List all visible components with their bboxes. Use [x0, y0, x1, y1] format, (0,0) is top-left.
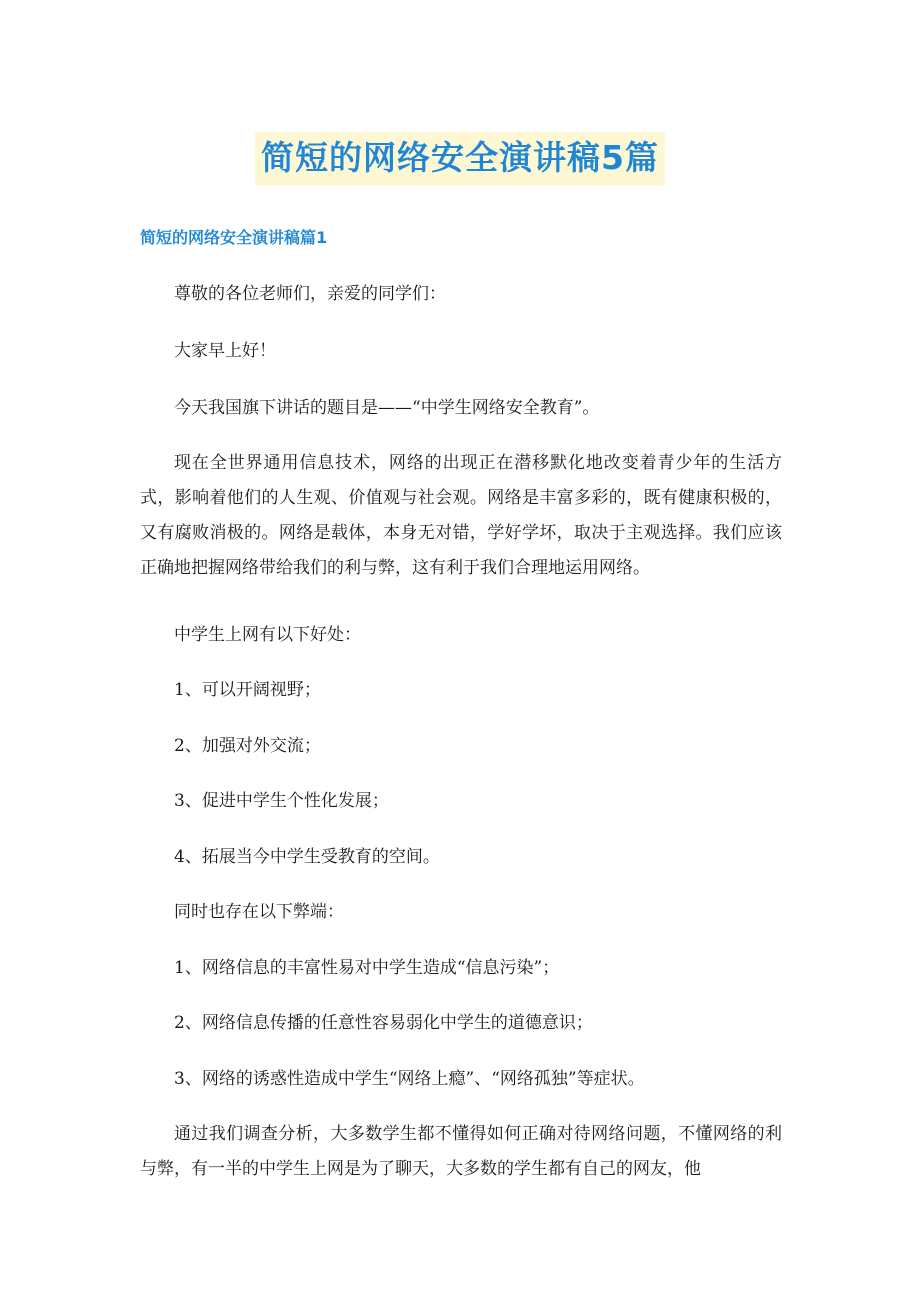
paragraph-greeting: 大家早上好！ [174, 341, 276, 361]
document-title: 简短的网络安全演讲稿5篇 [255, 132, 665, 186]
title-container [0, 132, 920, 186]
paragraph-greeting-recipients: 尊敬的各位老师们，亲爱的同学们： [174, 284, 446, 304]
paragraph-survey: 通过我们调查分析，大多数学生都不懂得如何正确对待网络问题，不懂网络的利与弊，有一半的中学生上网是为了聊天，大多数的学生都有自己的网友，他 [140, 1124, 782, 1179]
list-item-drawback-3: 3、网络的诱惑性造成中学生“网络上瘾”、“网络孤独”等症状。 [174, 1069, 645, 1089]
paragraph-topic: 今天我国旗下讲话的题目是——“中学生网络安全教育”。 [174, 398, 600, 418]
paragraph-benefits-heading: 中学生上网有以下好处： [174, 625, 361, 645]
paragraph-intro: 现在全世界通用信息技术，网络的出现正在潜移默化地改变着青少年的生活方式，影响着他们的人生观、价值观与社会观。网络是丰富多彩的，既有健康积极的，又有腐败消极的。网络是载体，本身无对错，学好学坏，取决于主观选择。我们应该正确地把握网络带给我们的利与弊，这有利于我们合理地运用网络。 [140, 453, 782, 578]
list-item-benefit-3: 3、促进中学生个性化发展； [174, 791, 389, 811]
list-item-drawback-1: 1、网络信息的丰富性易对中学生造成“信息污染”； [174, 958, 560, 978]
paragraph-drawbacks-heading: 同时也存在以下弊端： [174, 902, 344, 922]
list-item-benefit-1: 1、可以开阔视野； [174, 680, 321, 700]
list-item-benefit-4: 4、拓展当今中学生受教育的空间。 [174, 847, 440, 867]
section-heading: 简短的网络安全演讲稿篇1 [140, 228, 328, 247]
list-item-drawback-2: 2、网络信息传播的任意性容易弱化中学生的道德意识； [174, 1013, 593, 1033]
list-item-benefit-2: 2、加强对外交流； [174, 736, 321, 756]
